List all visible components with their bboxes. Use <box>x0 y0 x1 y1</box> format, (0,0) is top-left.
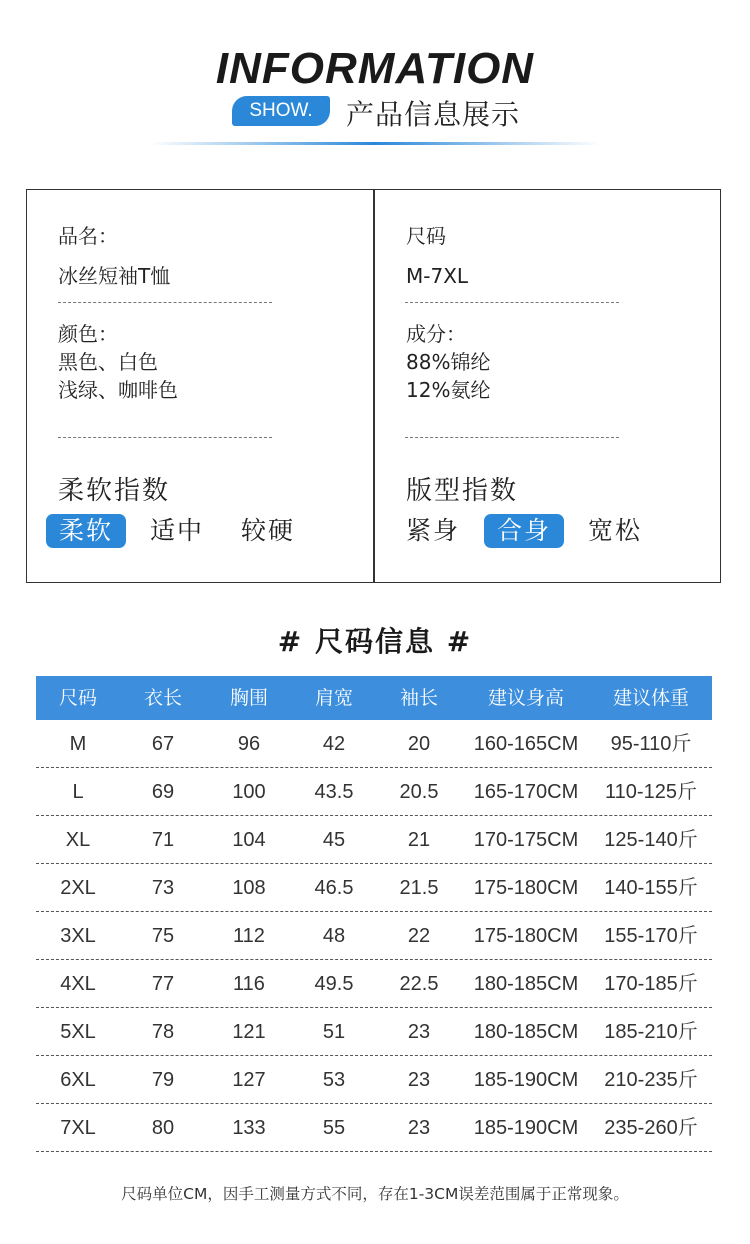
table-row <box>36 720 712 768</box>
cell-size: 4XL <box>60 973 96 995</box>
cell-shoulder: 55 <box>322 1117 346 1139</box>
cell-length: 79 <box>151 1069 175 1091</box>
cell-shoulder: 53 <box>322 1069 346 1091</box>
product-info-box <box>26 189 721 583</box>
cell-length: 67 <box>151 733 175 755</box>
cell-size: 3XL <box>60 925 96 947</box>
cell-sleeve: 23 <box>407 1069 431 1091</box>
cell-chest: 112 <box>233 925 265 947</box>
fit-index-title: 版型指数 <box>406 476 519 506</box>
cell-weight: 155-170斤 <box>604 925 698 947</box>
header-chest: 胸围 <box>229 687 268 709</box>
dotted-divider <box>58 302 272 303</box>
header-shoulder: 肩宽 <box>314 687 353 709</box>
cell-size: M <box>69 733 87 755</box>
cell-weight: 125-140斤 <box>604 829 698 851</box>
size-table-header <box>36 676 712 720</box>
cell-length: 69 <box>151 781 175 803</box>
cell-height: 185-190CM <box>473 1069 579 1091</box>
material-value-line-2: 12%氨纶 <box>406 378 491 402</box>
header-weight: 建议体重 <box>612 687 689 709</box>
table-row <box>36 1056 712 1104</box>
cell-shoulder: 42 <box>322 733 346 755</box>
cell-length: 73 <box>151 877 175 899</box>
size-table-body <box>36 720 712 1152</box>
cell-shoulder: 46.5 <box>314 877 354 899</box>
cell-length: 78 <box>151 1021 175 1043</box>
cell-shoulder: 45 <box>322 829 346 851</box>
cell-sleeve: 22.5 <box>399 973 439 995</box>
color-value-line-1: 黑色、白色 <box>58 350 158 374</box>
cell-chest: 127 <box>232 1069 266 1091</box>
table-row <box>36 960 712 1008</box>
header-height: 建议身高 <box>487 687 564 709</box>
cell-length: 77 <box>151 973 175 995</box>
softness-option-medium: 适中 <box>150 516 205 545</box>
cell-length: 71 <box>151 829 175 851</box>
cell-height: 165-170CM <box>473 781 579 803</box>
size-range-value: M-7XL <box>406 264 469 288</box>
cell-weight: 210-235斤 <box>604 1069 698 1091</box>
cell-size: 5XL <box>60 1021 96 1043</box>
cell-sleeve: 21.5 <box>399 877 439 899</box>
cell-size: 2XL <box>60 877 96 899</box>
size-info-title: # 尺码信息 # <box>277 625 473 658</box>
cell-shoulder: 49.5 <box>314 973 354 995</box>
cell-length: 75 <box>151 925 175 947</box>
header-sleeve: 袖长 <box>399 687 438 709</box>
cell-chest: 100 <box>232 781 266 803</box>
header-size: 尺码 <box>58 687 97 709</box>
cell-shoulder: 43.5 <box>314 781 354 803</box>
fit-option-slim: 紧身 <box>406 516 461 545</box>
cell-size: XL <box>65 829 91 851</box>
cell-chest: 108 <box>232 877 266 899</box>
cell-height: 175-180CM <box>473 925 579 947</box>
cell-sleeve: 22 <box>407 925 431 947</box>
table-row <box>36 816 712 864</box>
material-label: 成分： <box>406 322 466 346</box>
dotted-divider <box>405 302 619 303</box>
cell-sleeve: 20 <box>407 733 431 755</box>
cell-size: 7XL <box>60 1117 96 1139</box>
cell-sleeve: 23 <box>407 1021 431 1043</box>
header-underline <box>150 142 600 145</box>
fit-option-loose: 宽松 <box>588 516 643 545</box>
cell-chest: 133 <box>232 1117 266 1139</box>
table-row <box>36 1008 712 1056</box>
table-row <box>36 912 712 960</box>
header-length: 衣长 <box>143 687 182 709</box>
cell-sleeve: 21 <box>407 829 431 851</box>
cell-chest: 104 <box>232 829 266 851</box>
product-name-value: 冰丝短袖T恤 <box>58 264 171 288</box>
cell-shoulder: 48 <box>322 925 346 947</box>
color-value-line-2: 浅绿、咖啡色 <box>58 378 178 402</box>
cell-chest: 96 <box>237 733 261 755</box>
color-label: 颜色： <box>58 322 118 346</box>
measurement-footnote: 尺码单位CM，因手工测量方式不同，存在1-3CM误差范围属于正常现象。 <box>121 1185 629 1203</box>
product-name-label: 品名： <box>58 224 118 248</box>
material-value-line-1: 88%锦纶 <box>406 350 491 374</box>
show-badge: SHOW. <box>232 96 330 126</box>
cell-height: 180-185CM <box>473 973 579 995</box>
section-title-information: INFORMATION <box>215 44 535 93</box>
cell-sleeve: 20.5 <box>399 781 439 803</box>
fit-option-regular: 合身 <box>484 514 564 548</box>
table-row <box>36 864 712 912</box>
table-row <box>36 1104 712 1152</box>
cell-weight: 170-185斤 <box>604 973 698 995</box>
size-table <box>36 676 712 1152</box>
cell-weight: 110-125斤 <box>605 781 697 803</box>
cell-sleeve: 23 <box>407 1117 431 1139</box>
cell-weight: 140-155斤 <box>604 877 698 899</box>
cell-height: 160-165CM <box>473 733 579 755</box>
softness-option-soft: 柔软 <box>46 514 126 548</box>
cell-shoulder: 51 <box>322 1021 346 1043</box>
cell-length: 80 <box>151 1117 175 1139</box>
cell-chest: 116 <box>233 973 265 995</box>
size-label: 尺码 <box>406 224 446 248</box>
cell-height: 175-180CM <box>473 877 579 899</box>
dotted-divider <box>405 437 619 438</box>
cell-height: 180-185CM <box>473 1021 579 1043</box>
cell-size: L <box>72 781 84 803</box>
cell-weight: 185-210斤 <box>604 1021 698 1043</box>
cell-size: 6XL <box>60 1069 96 1091</box>
section-subtitle: 产品信息展示 <box>346 98 521 131</box>
cell-height: 185-190CM <box>473 1117 579 1139</box>
softness-index-title: 柔软指数 <box>58 476 171 506</box>
softness-option-hard: 较硬 <box>241 516 296 545</box>
cell-height: 170-175CM <box>473 829 579 851</box>
info-divider <box>373 190 375 582</box>
cell-weight: 95-110斤 <box>610 733 692 755</box>
cell-weight: 235-260斤 <box>604 1117 698 1139</box>
table-row <box>36 768 712 816</box>
dotted-divider <box>58 437 272 438</box>
cell-chest: 121 <box>232 1021 266 1043</box>
